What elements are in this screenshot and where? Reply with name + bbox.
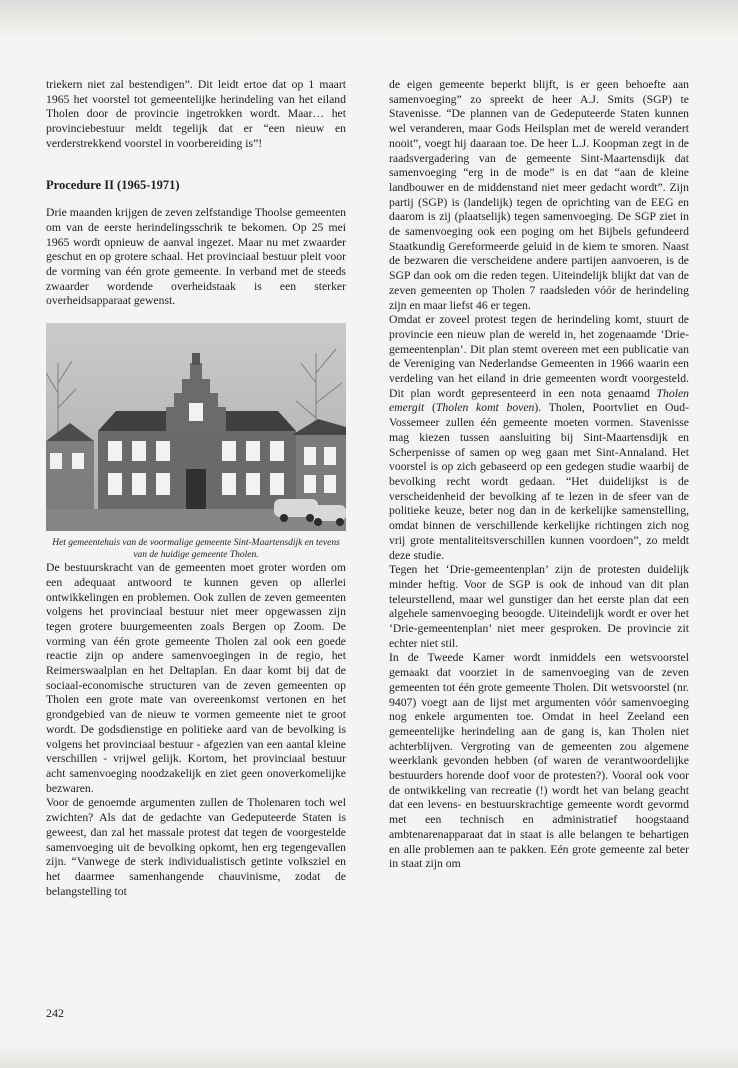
scan-edge-bottom xyxy=(0,1046,738,1068)
left-paragraph-2: Drie maanden krijgen de zeven zelfstandige Thoolse gemeenten om van de eerste herindelingsschrik te bekomen. Op 25 mei 1965 wordt opnieuw de aanval ingezet. Maar nu met zwaarder geschut en op grotere schaal. Het provinciaal bestuur pleit voor de vorming van één grote gemeente. In verband met de steeds zwaarder wordende overheidstaak is een sterker overheidsapparaat gewenst. xyxy=(46,206,346,308)
town-hall-photo xyxy=(46,323,346,531)
right-column xyxy=(389,78,689,872)
left-paragraph-4: Voor de genoemde argumenten zullen de Tholenaren toch wel zwichten? Als dat de gedachte van Gedeputeerde Staten is geweest, dan zal het massale protest dat tegen de voorgestelde samenvoeging uit de bevolking opkomt, hen erg tegengevallen zijn. “Vanwege de sterk individualistisch getinte volksziel en het daarmee samenhangende chauvinisme, zodat de belangstelling tot xyxy=(46,796,346,898)
left-column xyxy=(46,78,346,899)
left-paragraph-3: De bestuurskracht van de gemeenten moet groter worden om een adequaat antwoord te kunnen geven op allerlei ontwikkelingen en problemen. Ook zullen de zeven gemeenten volgens het provinciaal bestuur niet meer opgewassen zijn tegen grotere buurgemeenten zoals Bergen op Zoom. De vorming van één grote gemeente Tholen zal ook een goede reactie zijn op andere samenvoegingen in de regio, het Reimerswaalplan en het Deltaplan. En daar komt bij dat de sociaal-economische structuren van de zeven gemeenten op Tholen een grote mate van overeenkomst vertonen en het grondgebied van de nieuw te vormen gemeente niet te groot wordt. De godsdienstige en politieke aard van de bevolking is volgens het provinciaal bestuur - afgezien van een aantal kleine verschillen - vrijwel gelijk. Kortom, het provinciaal bestuur acht samenvoeging noodzakelijk en ziet geen onoverkomelijke bezwaren. xyxy=(46,561,346,795)
right-paragraph-2 xyxy=(389,313,689,563)
right-paragraph-3: Tegen het ‘Drie-gemeentenplan’ zijn de protesten duidelijk minder heftig. Voor de SGP is ook de inhoud van dit plan teleurstellend, maar wel gunstiger dan het eerste plan dat een algehele samenvoeging beoogde. Uiteindelijk wordt er over het ‘Drie-gemeentenplan’ niet meer gesproken. De provincie zit echter niet stil. xyxy=(389,563,689,650)
town-hall-illustration xyxy=(46,323,346,531)
right-paragraph-4: In de Tweede Kamer wordt inmiddels een wetsvoorstel gemaakt dat voorziet in de samenvoeging van de zeven gemeenten tot één grote gemeente Tholen. Dit wetsvoorstel (nr. 9407) voegt aan de lijst met argumenten vóór samenvoeging nog enkele argumenten toe. Omdat in heel Zeeland een gemeentelijke herindeling aan de gang is, kan Tholen niet achterblijven. Vergroting van de gemeenten zou algemene weerklank gevonden hebben (of waren de verantwoordelijke bestuurders horende doof voor de protesten?). Vooral ook voor de ontwikkeling van recreatie (!) wordt het van belang geacht dat een levens- en bestuurskrachtige gemeente wordt gevormd met een technisch en administratief hoogstaand ambtenarenapparaat dat in staat is alle belangen te behartigen en alle problemen aan te pakken. Eén grote gemeente zal beter in staat zijn om xyxy=(389,651,689,871)
photo-caption: Het gemeentehuis van de voormalige gemeente Sint-Maartensdijk en tevens van de huidige gemeente Tholen. xyxy=(52,538,340,561)
right-paragraph-2-start: Omdat er zoveel protest tegen de herindeling komt, stuurt de provincie een nieuw plan de wereld in, het zogenaamde ‘Drie-gemeentenplan’. Dit plan stemt overeen met een publicatie van de Vereniging van Nederlandse Gemeenten in 1966 waarin een verdeling van het eiland in drie gemeenten wordt voorgesteld. Dit plan wordt gepresenteerd in een nota genaamd xyxy=(389,313,689,400)
scan-edge-top xyxy=(0,0,738,40)
left-paragraph-1: triekern niet zal bestendigen”. Dit leidt ertoe dat op 1 maart 1965 het voorstel tot gemeentelijke herindeling van het eiland Tholen door de provincie ingetrokken wordt. Maar… het provinciebestuur meldt tegelijk dat er “een nieuw en verderstrekkend voorstel in voorbereiding is”! xyxy=(46,78,346,150)
page-number: 242 xyxy=(46,1006,64,1020)
right-paragraph-2-end: ). Tholen, Poortvliet en Oud-Vossemeer zullen één gemeente moeten vormen. Stavenisse mag kiezen tussen aansluiting bij Sint-Maartensdijk en Scherpenisse of samen op weg gaan met Sint-Annaland. Het voorstel is op zich gebaseerd op een gedegen studie waarbij de bevolking recht wordt gedaan. “Het duidelijkst is de verscheidenheid der bevolking af te lezen in de sfeer van de politieke keuze, beter nog dan in de kerkelijke samenstelling, omdat binnen de verschillende kerkelijke richtingen zich nog vrij grote mentaliteitsverschillen kunnen voordoen”, zo meldt deze studie. xyxy=(389,401,690,562)
paren-open: ( xyxy=(424,401,436,415)
italic-translation: Tholen komt boven xyxy=(435,401,535,415)
section-heading: Procedure II (1965-1971) xyxy=(46,177,180,192)
italic-title: Tholen emergit xyxy=(389,386,689,415)
right-paragraph-1: de eigen gemeente beperkt blijft, is er geen behoefte aan samenvoeging” zo spreekt de heer A.J. Smits (SGP) te Stavenisse. “De plannen van de Gedeputeerde Staten kunnen wel veranderen, maar Gods Heilsplan met de wereld verandert nooit”, voegt hij daaraan toe. De heer L.J. Koopman zegt in de raadsvergadering van de gemeente Sint-Maartensdijk dat samenvoeging “erg in de mode” is en dat “aan de kleine landbouwer en de middenstand niet meer gedacht wordt”. Zijn partij (SGP) is (landelijk) tegen de oprichting van de EEG en daarom is zij (plaatselijk) tegen samenvoeging. De SGP ziet in de samenvoeging ook een poging om het Bijbels gefundeerd Staatkundig Gereformeerde geluid in de kiem te smoren. Naast de bezwaren die verscheidene andere partijen aanvoeren, is de SGP dan ook om die reden tegen. Uiteindelijk blijkt dat van de zeven gemeenten op Tholen 7 raadsleden vóór de herindeling zijn en maar liefst 46 er tegen. xyxy=(389,78,689,312)
